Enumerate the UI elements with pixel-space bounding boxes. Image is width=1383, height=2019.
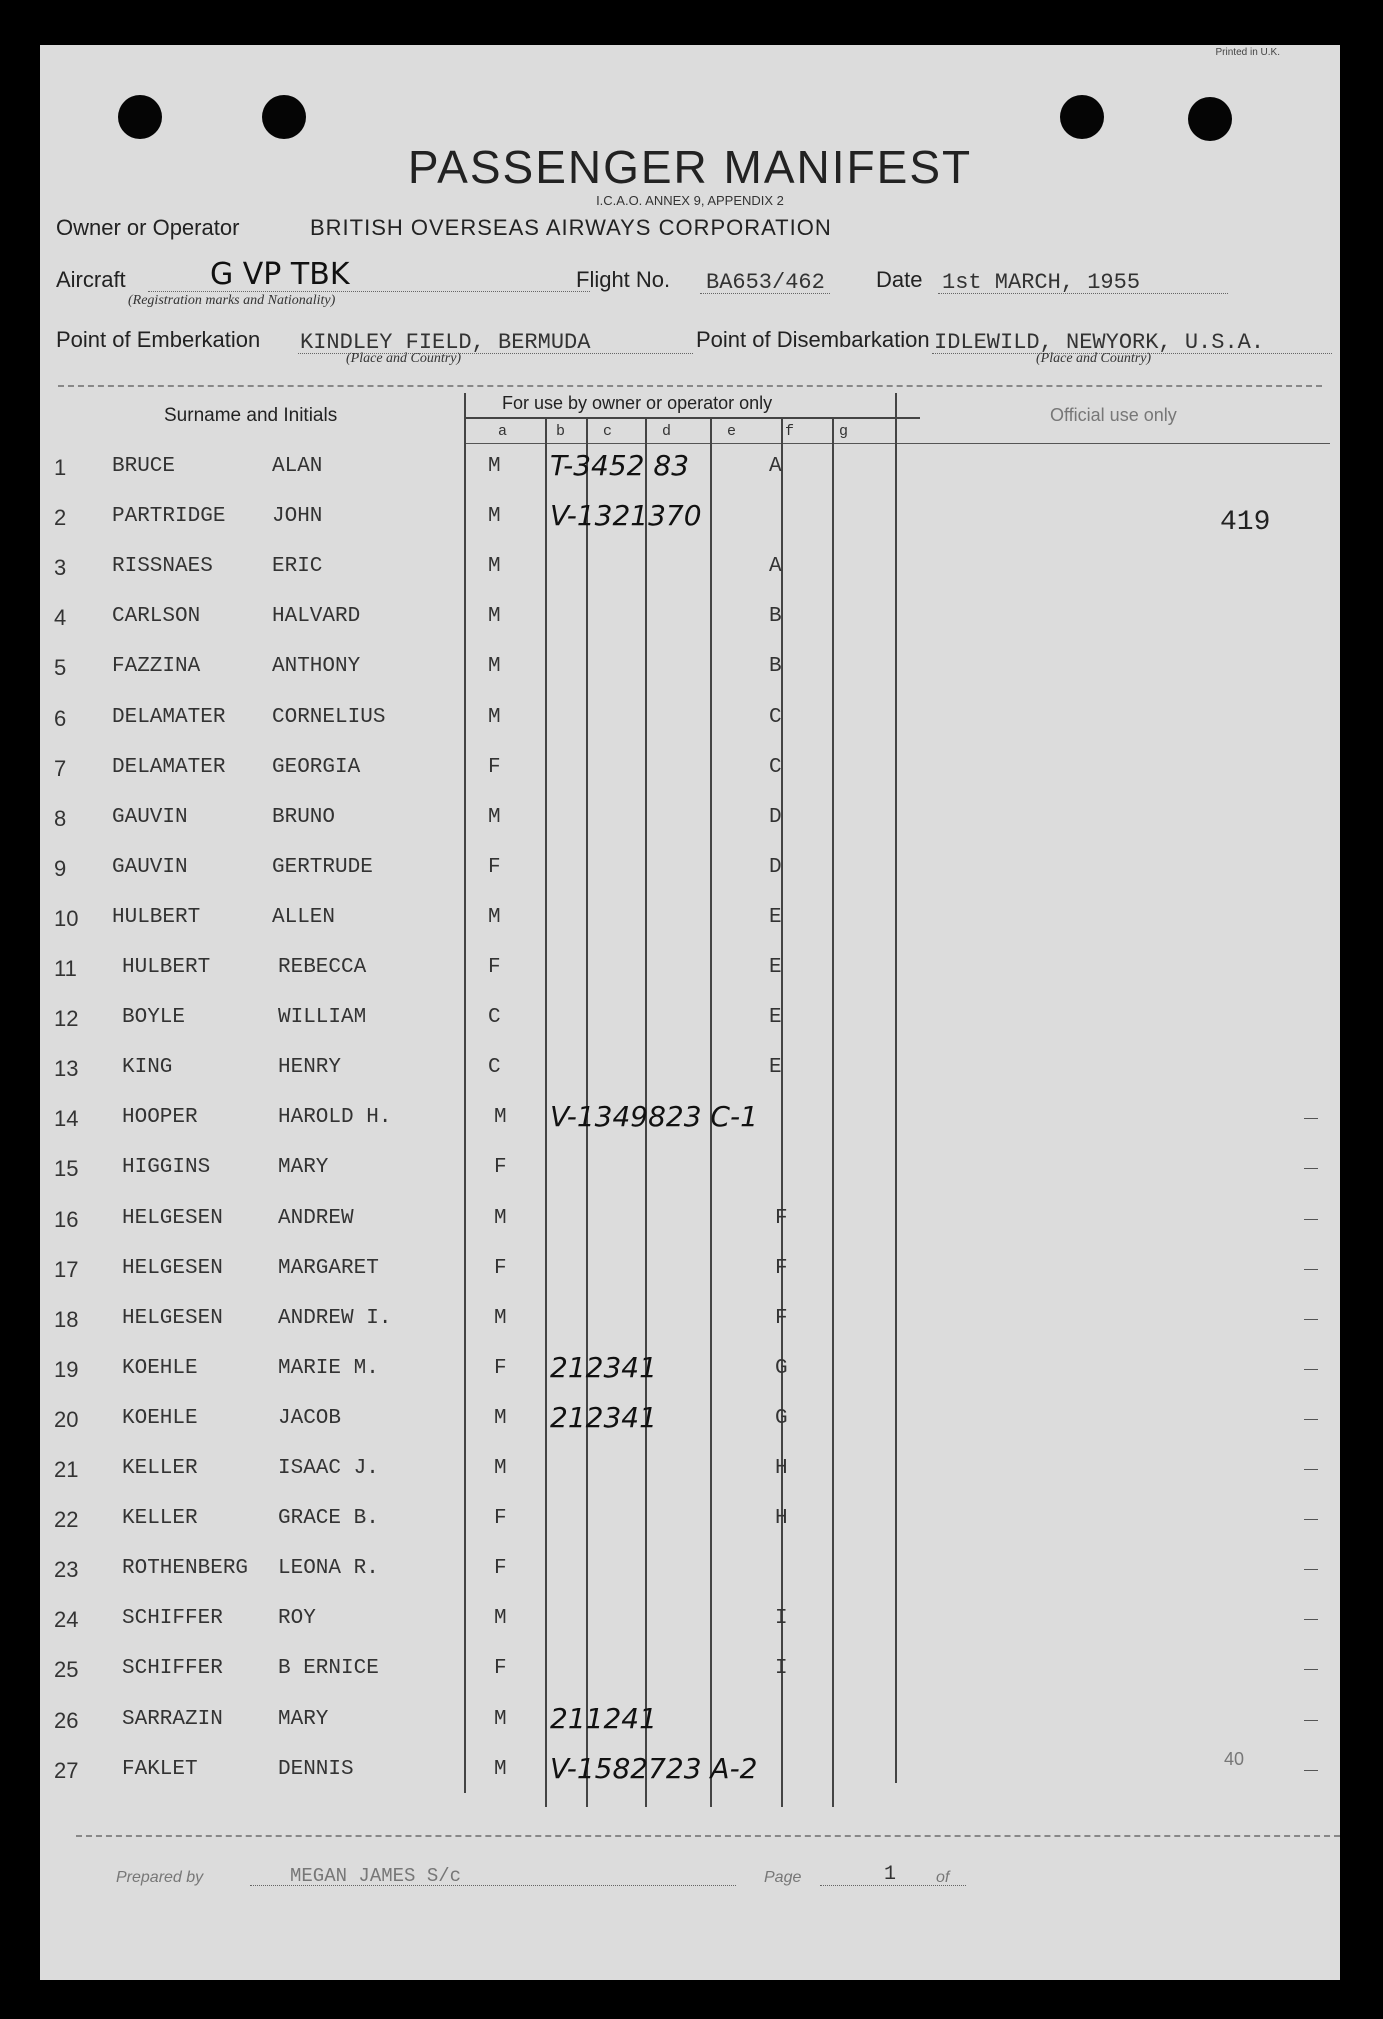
passenger-given-name: GERTRUDE bbox=[272, 855, 373, 879]
passenger-surname: HELGESEN bbox=[122, 1256, 223, 1280]
row-number: 27 bbox=[54, 1757, 79, 1783]
flight-label: Flight No. bbox=[576, 267, 671, 292]
passenger-surname: PARTRIDGE bbox=[112, 505, 226, 529]
operator-header: For use by owner or operator only bbox=[502, 393, 773, 413]
passenger-surname: KOEHLE bbox=[122, 1406, 198, 1430]
passenger-surname: HOOPER bbox=[122, 1106, 198, 1130]
passenger-group: F bbox=[775, 1206, 788, 1230]
punch-hole-icon bbox=[1188, 97, 1232, 141]
date-label: Date bbox=[876, 267, 923, 292]
passenger-given-name: ISAAC J. bbox=[278, 1457, 379, 1480]
column-header-f: f bbox=[785, 423, 795, 440]
passenger-given-name: REBECCA bbox=[278, 956, 367, 979]
row-number: 16 bbox=[54, 1206, 79, 1232]
passenger-group: I bbox=[775, 1657, 788, 1681]
passenger-given-name: LEONA R. bbox=[278, 1557, 379, 1581]
disembarkation-label: Point of Disembarkation bbox=[696, 327, 930, 352]
passenger-group: D bbox=[769, 805, 782, 829]
handwritten-annotation: T-3452 83 bbox=[550, 449, 690, 482]
row-number: 15 bbox=[54, 1156, 79, 1182]
column-line bbox=[832, 417, 834, 1807]
aircraft-value: G VP TBK bbox=[210, 257, 350, 292]
owner-label: Owner or Operator bbox=[56, 215, 240, 240]
passenger-category: F bbox=[494, 1156, 507, 1180]
row-number: 13 bbox=[54, 1056, 79, 1082]
passenger-group: F bbox=[775, 1256, 788, 1280]
margin-tick bbox=[1304, 1168, 1318, 1169]
table-top-rule bbox=[58, 385, 1322, 387]
row-number: 1 bbox=[54, 455, 67, 480]
passenger-given-name: ALLEN bbox=[272, 905, 336, 929]
passenger-surname: KELLER bbox=[122, 1457, 198, 1480]
handwritten-annotation: 211241 bbox=[550, 1701, 657, 1735]
embarkation-value: KINDLEY FIELD, BERMUDA bbox=[300, 330, 591, 355]
passenger-category: M bbox=[488, 555, 501, 579]
passenger-category: M bbox=[494, 1707, 507, 1731]
passenger-category: M bbox=[494, 1406, 507, 1430]
passenger-given-name: DENNIS bbox=[278, 1757, 354, 1781]
row-number: 7 bbox=[54, 755, 67, 781]
passenger-given-name: GRACE B. bbox=[278, 1507, 379, 1531]
embarkation-label: Point of Emberkation bbox=[56, 327, 261, 352]
official-header: Official use only bbox=[1050, 405, 1177, 425]
passenger-given-name: JOHN bbox=[272, 505, 323, 529]
column-line bbox=[464, 393, 466, 1793]
passenger-group: I bbox=[775, 1607, 788, 1631]
row-number: 2 bbox=[54, 505, 67, 531]
margin-tick bbox=[1304, 1419, 1318, 1420]
passenger-surname: SCHIFFER bbox=[122, 1607, 223, 1631]
official-small: 40 bbox=[1224, 1749, 1245, 1769]
margin-tick bbox=[1304, 1319, 1318, 1320]
passenger-given-name: MARIE M. bbox=[278, 1356, 379, 1380]
page-of-label: of bbox=[936, 1869, 950, 1886]
passenger-given-name: CORNELIUS bbox=[272, 705, 386, 729]
column-header-b: b bbox=[556, 423, 566, 440]
flight-underline bbox=[700, 293, 830, 294]
table-bottom-rule bbox=[76, 1835, 1340, 1837]
passenger-category: M bbox=[488, 655, 501, 679]
passenger-surname: SCHIFFER bbox=[122, 1657, 223, 1681]
passenger-surname: RISSNAES bbox=[112, 555, 213, 579]
aircraft-note: (Registration marks and Nationality) bbox=[128, 293, 336, 308]
date-underline bbox=[938, 293, 1228, 294]
row-number: 17 bbox=[54, 1256, 79, 1282]
column-header-c: c bbox=[603, 423, 613, 440]
manifest-sheet bbox=[40, 45, 1340, 1980]
passenger-category: C bbox=[488, 1006, 501, 1030]
passenger-surname: BRUCE bbox=[112, 455, 176, 478]
margin-tick bbox=[1304, 1770, 1318, 1771]
passenger-surname: SARRAZIN bbox=[122, 1707, 223, 1731]
passenger-category: M bbox=[494, 1607, 507, 1631]
handwritten-annotation: V-1582723 A-2 bbox=[550, 1751, 758, 1785]
passenger-category: C bbox=[488, 1056, 501, 1080]
prepared-underline bbox=[250, 1885, 736, 1886]
owner-value: BRITISH OVERSEAS AIRWAYS CORPORATION bbox=[310, 215, 832, 240]
row-number: 23 bbox=[54, 1557, 79, 1583]
surname-header: Surname and Initials bbox=[164, 405, 338, 426]
passenger-surname: FAKLET bbox=[122, 1757, 198, 1781]
passenger-surname: HIGGINS bbox=[122, 1156, 211, 1180]
passenger-surname: GAUVIN bbox=[112, 855, 188, 879]
margin-tick bbox=[1304, 1619, 1318, 1620]
passenger-group: G bbox=[775, 1406, 788, 1430]
page-subtitle: I.C.A.O. ANNEX 9, APPENDIX 2 bbox=[596, 193, 784, 208]
row-number: 11 bbox=[54, 956, 77, 981]
embarkation-note: (Place and Country) bbox=[346, 351, 462, 366]
passenger-given-name: BRUNO bbox=[272, 805, 336, 829]
row-number: 20 bbox=[54, 1406, 79, 1432]
passenger-group: F bbox=[775, 1306, 788, 1330]
row-number: 25 bbox=[54, 1657, 79, 1683]
passenger-surname: DELAMATER bbox=[112, 705, 226, 729]
passenger-given-name: B ERNICE bbox=[278, 1657, 379, 1681]
passenger-group: H bbox=[775, 1507, 788, 1531]
column-header-rule bbox=[464, 443, 920, 444]
column-line bbox=[895, 393, 897, 1783]
flight-value: BA653/462 bbox=[706, 270, 825, 295]
margin-tick bbox=[1304, 1369, 1318, 1370]
prepared-label: Prepared by bbox=[116, 1869, 204, 1886]
row-number: 21 bbox=[54, 1457, 79, 1482]
passenger-category: F bbox=[488, 855, 501, 879]
margin-tick bbox=[1304, 1269, 1318, 1270]
column-header-g: g bbox=[839, 423, 849, 440]
passenger-surname: KOEHLE bbox=[122, 1356, 198, 1380]
passenger-group: E bbox=[769, 1006, 782, 1030]
passenger-given-name: MARY bbox=[278, 1156, 329, 1180]
passenger-category: M bbox=[488, 605, 501, 629]
margin-tick bbox=[1304, 1219, 1318, 1220]
passenger-given-name: ERIC bbox=[272, 555, 323, 579]
passenger-category: M bbox=[494, 1106, 507, 1130]
column-line bbox=[545, 417, 547, 1807]
handwritten-annotation: 212341 bbox=[550, 1350, 657, 1384]
passenger-group: A bbox=[769, 455, 782, 478]
passenger-group: H bbox=[775, 1457, 788, 1480]
printed-note: Printed in U.K. bbox=[1215, 47, 1280, 58]
passenger-category: M bbox=[494, 1757, 507, 1781]
passenger-group: G bbox=[775, 1356, 788, 1380]
row-number: 26 bbox=[54, 1707, 79, 1733]
margin-tick bbox=[1304, 1669, 1318, 1670]
passenger-group: C bbox=[769, 705, 782, 729]
passenger-surname: FAZZINA bbox=[112, 655, 201, 679]
margin-tick bbox=[1304, 1469, 1318, 1470]
passenger-group: B bbox=[769, 605, 782, 629]
passenger-group: B bbox=[769, 655, 782, 679]
passenger-category: M bbox=[494, 1457, 507, 1480]
passenger-category: F bbox=[488, 956, 501, 979]
column-header-e: e bbox=[727, 423, 737, 440]
disembarkation-note: (Place and Country) bbox=[1036, 351, 1152, 366]
passenger-surname: GAUVIN bbox=[112, 805, 188, 829]
prepared-value: MEGAN JAMES S/c bbox=[290, 1865, 462, 1887]
passenger-category: F bbox=[488, 755, 501, 779]
page-value: 1 bbox=[884, 1863, 897, 1886]
aircraft-label: Aircraft bbox=[56, 267, 126, 292]
column-header-d: d bbox=[662, 423, 672, 440]
passenger-given-name: WILLIAM bbox=[278, 1006, 367, 1030]
passenger-given-name: HENRY bbox=[278, 1056, 342, 1080]
row-number: 3 bbox=[54, 555, 67, 581]
passenger-category: M bbox=[494, 1306, 507, 1330]
passenger-given-name: ANDREW bbox=[278, 1206, 354, 1230]
passenger-group: C bbox=[769, 755, 782, 779]
margin-tick bbox=[1304, 1118, 1318, 1119]
margin-tick bbox=[1304, 1720, 1318, 1721]
passenger-group: D bbox=[769, 855, 782, 879]
official-header-rule bbox=[920, 443, 1330, 444]
passenger-given-name: ANDREW I. bbox=[278, 1306, 392, 1330]
row-number: 10 bbox=[54, 905, 79, 931]
passenger-given-name: JACOB bbox=[278, 1406, 342, 1430]
passenger-surname: CARLSON bbox=[112, 605, 201, 629]
passenger-surname: HELGESEN bbox=[122, 1206, 223, 1230]
passenger-category: F bbox=[494, 1256, 507, 1280]
passenger-category: M bbox=[488, 905, 501, 929]
passenger-group: E bbox=[769, 1056, 782, 1080]
page-label: Page bbox=[764, 1869, 802, 1886]
column-header-a: a bbox=[498, 423, 508, 440]
punch-hole-icon bbox=[118, 95, 162, 139]
passenger-given-name: ANTHONY bbox=[272, 655, 361, 679]
passenger-surname: KELLER bbox=[122, 1507, 198, 1531]
passenger-category: F bbox=[494, 1557, 507, 1581]
passenger-category: F bbox=[494, 1356, 507, 1380]
row-number: 22 bbox=[54, 1507, 79, 1533]
margin-tick bbox=[1304, 1519, 1318, 1520]
punch-hole-icon bbox=[1060, 95, 1104, 139]
passenger-given-name: ROY bbox=[278, 1607, 316, 1631]
operator-header-rule bbox=[464, 417, 920, 419]
handwritten-annotation: V-1349823 C-1 bbox=[550, 1100, 758, 1134]
passenger-surname: BOYLE bbox=[122, 1006, 186, 1030]
passenger-surname: ROTHENBERG bbox=[122, 1557, 249, 1581]
passenger-surname: DELAMATER bbox=[112, 755, 226, 779]
official-number: 419 bbox=[1220, 507, 1271, 538]
passenger-surname: HULBERT bbox=[112, 905, 201, 929]
passenger-category: M bbox=[488, 705, 501, 729]
row-number: 19 bbox=[54, 1356, 79, 1382]
disembarkation-value: IDLEWILD, NEWYORK, U.S.A. bbox=[934, 330, 1265, 355]
margin-tick bbox=[1304, 1569, 1318, 1570]
passenger-group: E bbox=[769, 956, 782, 979]
row-number: 8 bbox=[54, 805, 67, 831]
row-number: 14 bbox=[54, 1106, 79, 1132]
aircraft-underline bbox=[148, 291, 590, 292]
page-title: PASSENGER MANIFEST bbox=[407, 141, 973, 193]
passenger-given-name: GEORGIA bbox=[272, 755, 361, 779]
row-number: 5 bbox=[54, 655, 67, 681]
passenger-given-name: HAROLD H. bbox=[278, 1106, 392, 1130]
date-value: 1st MARCH, 1955 bbox=[942, 270, 1141, 295]
passenger-category: M bbox=[488, 455, 501, 478]
passenger-group: E bbox=[769, 905, 782, 929]
handwritten-annotation: 212341 bbox=[550, 1400, 657, 1434]
passenger-surname: KING bbox=[122, 1056, 173, 1080]
row-number: 9 bbox=[54, 855, 67, 881]
passenger-group: A bbox=[769, 555, 782, 579]
passenger-category: F bbox=[494, 1657, 507, 1681]
passenger-given-name: ALAN bbox=[272, 455, 323, 478]
passenger-category: F bbox=[494, 1507, 507, 1531]
passenger-given-name: MARGARET bbox=[278, 1256, 379, 1280]
row-number: 12 bbox=[54, 1006, 79, 1032]
passenger-given-name: HALVARD bbox=[272, 605, 361, 629]
passenger-surname: HULBERT bbox=[122, 956, 211, 979]
row-number: 18 bbox=[54, 1306, 79, 1332]
row-number: 6 bbox=[54, 705, 67, 731]
passenger-surname: HELGESEN bbox=[122, 1306, 223, 1330]
passenger-category: M bbox=[494, 1206, 507, 1230]
row-number: 24 bbox=[54, 1607, 79, 1633]
passenger-category: M bbox=[488, 805, 501, 829]
row-number: 4 bbox=[54, 605, 67, 631]
passenger-given-name: MARY bbox=[278, 1707, 329, 1731]
punch-hole-icon bbox=[262, 95, 306, 139]
handwritten-annotation: V-1321370 bbox=[550, 499, 702, 533]
passenger-category: M bbox=[488, 505, 501, 529]
